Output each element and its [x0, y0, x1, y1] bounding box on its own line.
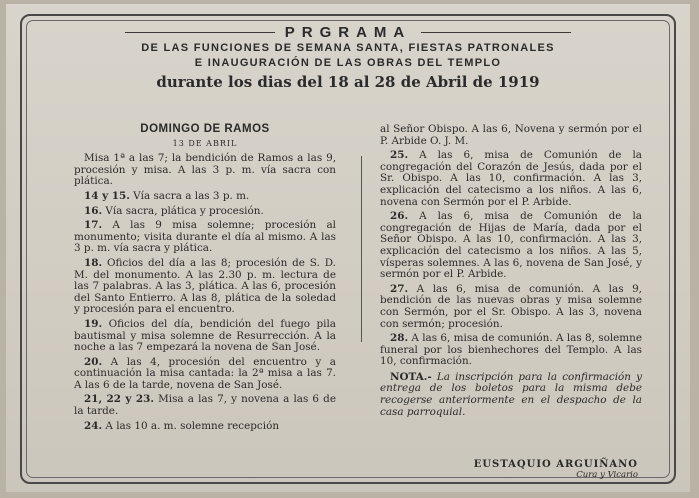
- schedule-entry: [74, 421, 336, 433]
- note-paragraph: [380, 372, 642, 418]
- entry-day: 24.: [84, 419, 103, 432]
- entry-text: A las 6, misa de comunión. A las 8, solemne funeral por los bienhechores del Templo. A las 10, confirmación.: [380, 332, 642, 368]
- entry-text: A las 6, misa de Comunión de la congregación del Corazón de Jesús, dada por el Sr. Obispo. A las 10, confirmación. A las 3, explicación del catecismo a los niños. A las 6, novena con Sermón por el P. Arbide.: [380, 149, 642, 208]
- schedule-entry: [74, 394, 336, 417]
- entry-text: A las 4, procesión del encuentro y a continuación la misa cantada: la 2ª misa a las 7. A las 6 de la tarde, novena de San José.: [74, 355, 336, 391]
- entry-text: Vía sacra a las 3 p. m.: [133, 189, 250, 202]
- schedule-entry: [74, 206, 336, 218]
- title-rule-left: [125, 32, 275, 33]
- program-card: [6, 4, 690, 492]
- section-heading: DOMINGO DE RAMOS: [140, 123, 270, 135]
- note-text: La inscripción para la confirmación y entrega de los boletos para la misma debe recogerse anteriormente en el despacho de la casa parroquial.: [380, 370, 642, 418]
- column-divider: [361, 156, 362, 342]
- entry-day: 27.: [390, 282, 409, 295]
- date-range: durante los dias del 18 al 28 de Abril de 1919: [156, 73, 540, 91]
- schedule-entry: [74, 220, 336, 255]
- entry-day: 17.: [84, 219, 103, 232]
- schedule-entry: [74, 191, 336, 203]
- entry-text: Vía sacra, plática y procesión.: [105, 204, 264, 217]
- program-title: PRGRAMA: [284, 24, 412, 41]
- entry-text: Oficios del día a las 8; procesión de S. D. M. del monumento. A las 2.30 p. m. lectura de las 7 palabras. A las 3, plática. A las 6, procesión del Santo Entierro. A las 8, plática de la soledad y procesión para el encuentro.: [74, 256, 336, 316]
- entry-text: A las 6, misa de Comunión de la congregación de Hijas de María, dada por el Señor Obispo. A las 10, confirmación. A las 3, explicación del catecismo a los niños. A las 5, vísperas solemnes. A las 6, novena de San José, y sermón por el P. Arbide.: [380, 210, 642, 281]
- schedule-entry: [380, 284, 642, 330]
- schedule-entry: [380, 150, 642, 208]
- title-row: [36, 24, 660, 41]
- entry-text: Oficios del día, bendición del fuego pila bautismal y misa solemne de Resurrección. A la noche a las 7 empezará la novena de San José.: [74, 317, 336, 354]
- title-rule-right: [421, 32, 571, 33]
- signatory-role: Cura y Vicario: [576, 470, 638, 480]
- schedule-entry: [380, 211, 642, 281]
- entry-day: 14 y 15.: [84, 189, 130, 202]
- continued-entry: al Señor Obispo. A las 6, Novena y sermón por el P. Arbide O. J. M.: [380, 123, 642, 147]
- program-header: [36, 24, 660, 91]
- entry-day: 16.: [84, 204, 103, 217]
- schedule-entry: [74, 319, 336, 354]
- right-column: [380, 124, 642, 421]
- intro-paragraph: Misa 1ª a las 7; la bendición de Ramos a las 9, procesión y misa. A las 3 p. m. vía sacra con plática.: [74, 152, 336, 188]
- entry-day: 25.: [390, 149, 409, 162]
- note-label: NOTA.-: [390, 370, 432, 383]
- schedule-entry: [74, 357, 336, 392]
- subtitle-line-2: E INAUGURACIÓN DE LAS OBRAS DEL TEMPLO: [194, 57, 502, 69]
- subtitle-line-1: DE LAS FUNCIONES DE SEMANA SANTA, FIESTAS PATRONALES: [141, 42, 555, 54]
- entry-day: 18.: [84, 256, 103, 269]
- entry-day: 20.: [84, 355, 103, 368]
- entry-text: A las 9 misa solemne; procesión al monumento; visita durante el día al mismo. A las 3 p. m. vía sacra y plática.: [74, 219, 336, 255]
- signature-block: [474, 459, 638, 480]
- entry-day: 26.: [390, 210, 409, 223]
- section-date: 13 DE ABRIL: [172, 138, 238, 148]
- entry-text: A las 6, misa de comunión. A las 9, bendición de las nuevas obras y misa solemne con Sermón, por el Sr. Obispo. A las 3, novena con sermón; procesión.: [380, 282, 642, 330]
- left-column: [74, 124, 336, 435]
- entry-day: 28.: [390, 332, 409, 345]
- signatory-name: EUSTAQUIO ARGUIÑANO: [473, 459, 638, 470]
- schedule-entry: [380, 333, 642, 368]
- entry-day: 19.: [84, 317, 103, 330]
- entry-day: 21, 22 y 23.: [84, 393, 154, 406]
- schedule-entry: [74, 258, 336, 316]
- entry-text: Misa a las 7, y novena a las 6 de la tarde.: [74, 393, 336, 418]
- entry-text: A las 10 a. m. solemne recepción: [105, 419, 280, 432]
